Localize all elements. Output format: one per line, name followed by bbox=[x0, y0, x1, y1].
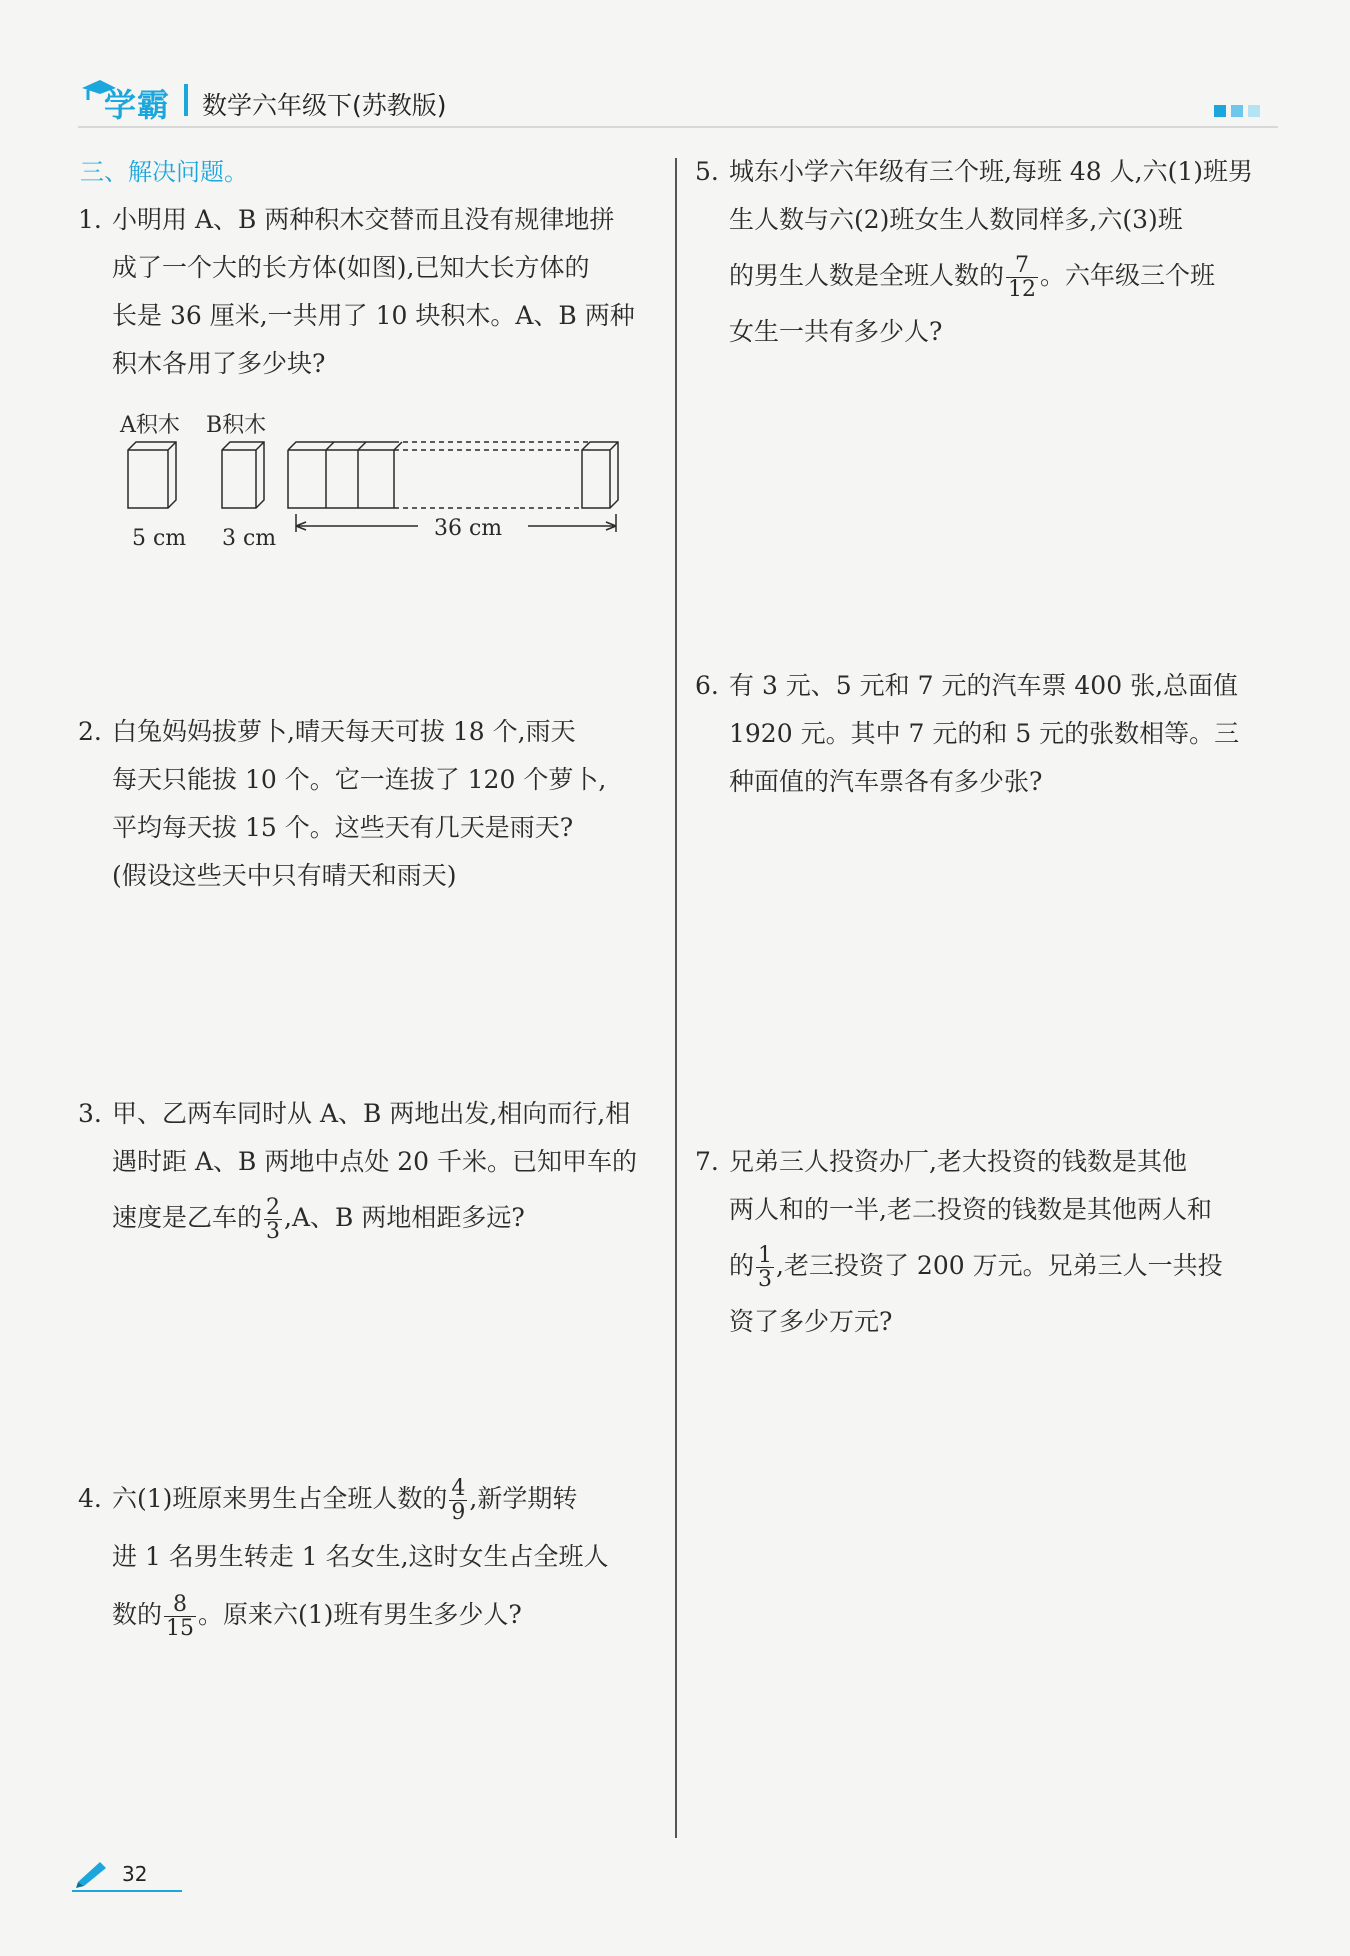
denominator: 12 bbox=[1008, 277, 1037, 302]
question-line: 小明用 A、B 两种积木交替而且没有规律地拼 bbox=[112, 205, 615, 234]
text-segment: 的男生人数是全班人数的 bbox=[729, 261, 1005, 290]
section-title: 三、解决问题。 bbox=[80, 158, 248, 186]
text-segment: 的 bbox=[729, 1251, 755, 1280]
logo-divider bbox=[184, 84, 188, 116]
pencil-icon bbox=[72, 1858, 112, 1888]
label-size-b: 3 cm bbox=[222, 526, 277, 551]
text-segment: 。六年级三个班 bbox=[1040, 261, 1216, 290]
question-line: 有 3 元、5 元和 7 元的汽车票 400 张,总面值 bbox=[729, 671, 1239, 700]
page-number: 32 bbox=[122, 1862, 148, 1886]
question-line bbox=[112, 1470, 668, 1528]
denominator: 9 bbox=[451, 1500, 466, 1525]
question-line: 甲、乙两车同时从 A、B 两地出发,相向而行,相 bbox=[112, 1099, 631, 1128]
denominator: 3 bbox=[266, 1219, 281, 1244]
question-line: 生人数与六(2)班女生人数同样多,六(3)班 bbox=[729, 205, 1183, 234]
question-1 bbox=[78, 196, 668, 388]
text-segment: ,A、B 两地相距多远? bbox=[284, 1203, 525, 1232]
denominator: 15 bbox=[166, 1616, 195, 1641]
question-line bbox=[112, 1586, 668, 1644]
header-decoration bbox=[1209, 102, 1260, 121]
question-line: 女生一共有多少人? bbox=[729, 317, 943, 346]
question-line: 种面值的汽车票各有多少张? bbox=[729, 767, 1043, 796]
question-line: 白兔妈妈拔萝卜,晴天每天可拔 18 个,雨天 bbox=[112, 717, 576, 746]
page-header bbox=[78, 72, 1278, 132]
question-number: 1. bbox=[78, 205, 102, 234]
question-line: 两人和的一半,老二投资的钱数是其他两人和 bbox=[729, 1195, 1212, 1224]
question-number: 2. bbox=[78, 717, 102, 746]
text-segment: ,老三投资了 200 万元。兄弟三人一共投 bbox=[776, 1251, 1223, 1280]
question-number: 3. bbox=[78, 1099, 102, 1128]
book-title: 数学六年级下(苏教版) bbox=[202, 91, 447, 120]
blocks-figure bbox=[118, 408, 638, 558]
column-divider bbox=[675, 158, 677, 1838]
fraction bbox=[756, 1244, 774, 1291]
question-line: 长是 36 厘米,一共用了 10 块积木。A、B 两种 bbox=[112, 301, 635, 330]
label-block-a: A积木 bbox=[120, 413, 180, 438]
question-line: 兄弟三人投资办厂,老大投资的钱数是其他 bbox=[729, 1147, 1187, 1176]
question-3 bbox=[78, 1090, 668, 1250]
question-2 bbox=[78, 708, 668, 900]
question-7 bbox=[695, 1138, 1290, 1346]
fraction bbox=[1006, 254, 1038, 301]
text-segment: 数的 bbox=[112, 1600, 163, 1629]
question-line: 平均每天拔 15 个。这些天有几天是雨天? bbox=[112, 813, 574, 842]
header-rule bbox=[78, 126, 1278, 128]
question-line bbox=[729, 1234, 1290, 1298]
question-line: 积木各用了多少块? bbox=[112, 349, 326, 378]
question-number: 6. bbox=[695, 671, 719, 700]
question-line: 资了多少万元? bbox=[729, 1307, 893, 1336]
label-block-b: B积木 bbox=[206, 413, 267, 438]
denominator: 3 bbox=[758, 1267, 773, 1292]
question-number: 7. bbox=[695, 1147, 719, 1176]
blocks-drawing bbox=[118, 408, 638, 558]
question-4 bbox=[78, 1470, 668, 1644]
label-size-a: 5 cm bbox=[132, 526, 187, 551]
question-5 bbox=[695, 148, 1290, 356]
question-line: (假设这些天中只有晴天和雨天) bbox=[112, 861, 457, 890]
question-line: 遇时距 A、B 两地中点处 20 千米。已知甲车的 bbox=[112, 1147, 638, 1176]
label-total-length: 36 cm bbox=[434, 516, 503, 541]
question-line bbox=[112, 1186, 668, 1250]
question-line: 1920 元。其中 7 元的和 5 元的张数相等。三 bbox=[729, 719, 1240, 748]
text-segment: ,新学期转 bbox=[469, 1484, 578, 1513]
question-line bbox=[729, 244, 1290, 308]
brand-logo bbox=[78, 72, 188, 128]
fraction bbox=[449, 1477, 467, 1524]
numerator: 2 bbox=[266, 1194, 281, 1220]
numerator: 4 bbox=[451, 1475, 466, 1501]
text-segment: 六(1)班原来男生占全班人数的 bbox=[112, 1484, 448, 1513]
question-number: 5. bbox=[695, 157, 719, 186]
question-6 bbox=[695, 662, 1290, 806]
fraction bbox=[264, 1196, 282, 1243]
footer-rule bbox=[72, 1890, 182, 1892]
numerator: 1 bbox=[758, 1242, 773, 1268]
question-line: 城东小学六年级有三个班,每班 48 人,六(1)班男 bbox=[729, 157, 1254, 186]
fraction bbox=[164, 1593, 196, 1640]
text-segment: 。原来六(1)班有男生多少人? bbox=[198, 1600, 522, 1629]
question-number: 4. bbox=[78, 1484, 102, 1513]
logo-text: 学霸 bbox=[104, 86, 171, 124]
question-line: 成了一个大的长方体(如图),已知大长方体的 bbox=[112, 253, 590, 282]
numerator: 7 bbox=[1006, 254, 1038, 278]
question-line: 进 1 名男生转走 1 名女生,这时女生占全班人 bbox=[112, 1542, 609, 1571]
question-line: 每天只能拔 10 个。它一连拔了 120 个萝卜, bbox=[112, 765, 607, 794]
numerator: 8 bbox=[164, 1593, 196, 1617]
text-segment: 速度是乙车的 bbox=[112, 1203, 263, 1232]
